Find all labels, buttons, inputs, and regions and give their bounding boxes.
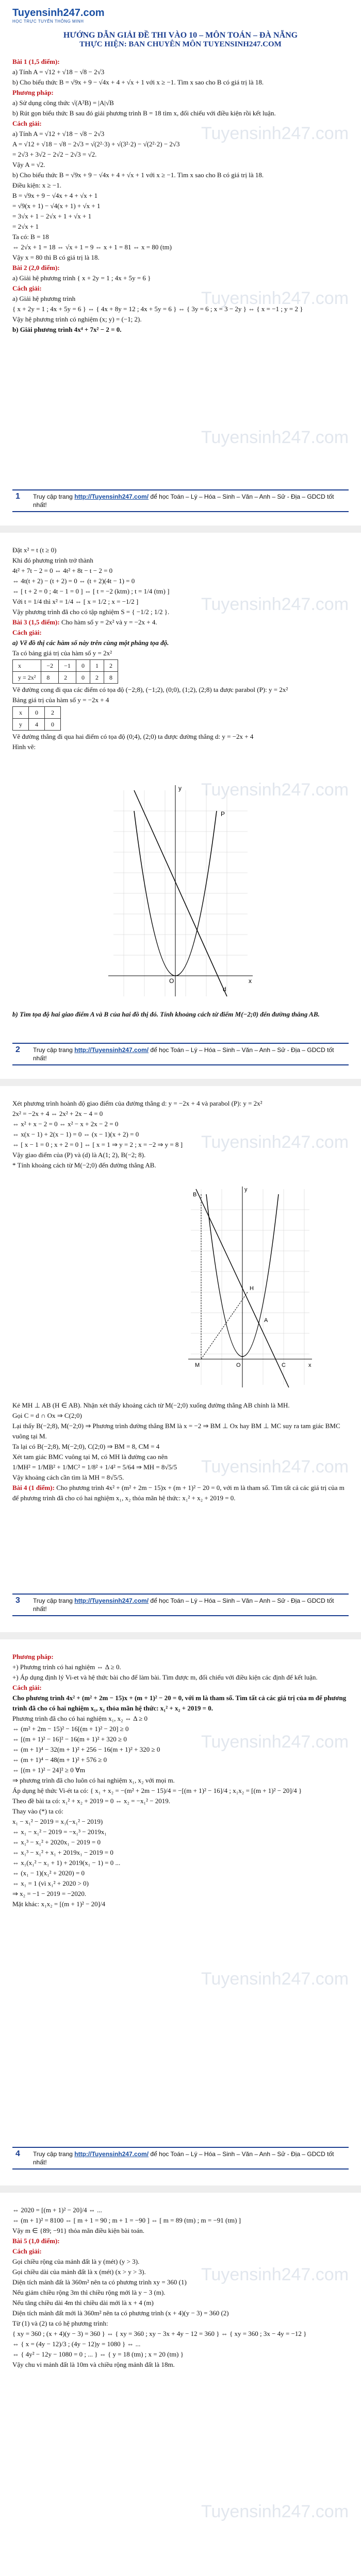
- content-block: [12, 1098, 348, 1171]
- content-block: [12, 545, 348, 752]
- text-line: ⇔ (m² + 2m − 15)² − 16[(m + 1)² − 20] ≥ 0: [12, 1725, 129, 1733]
- footer-text: để học Toán – Lý – Hóa – Sinh – Văn – Anh – Sử - Địa – GDCD tốt nhất!: [33, 2150, 334, 2166]
- page-footer: [12, 1594, 349, 1616]
- text-line: Kẻ MH ⊥ AB (H ∈ AB). Nhận xét thấy khoảng cách từ M(−2;0) xuống đường thẳng AB chính là MH.: [12, 1401, 290, 1409]
- text-line: ⇔ x(x − 1) + 2(x − 1) = 0 ⇔ (x − 1)(x + 2) = 0: [12, 1130, 139, 1138]
- text-line: 1/MH² = 1/MB² + 1/MC² = 1/8² + 1/4² = 5/64 ⇒ MH = 8√5/5: [12, 1463, 177, 1471]
- text-line: ⇔ [(m + 1)² − 24]² ≥ 0 ∀m: [12, 1766, 86, 1774]
- footer-text: Truy cập trang: [33, 493, 75, 500]
- watermark: Tuyensinh247.com: [201, 595, 349, 614]
- label-x: x: [249, 977, 252, 985]
- text-line: Vậy chu vi mảnh đất là 10m và chiều rộng mảnh đất là 18m.: [12, 2361, 175, 2368]
- footer-text: Truy cập trang: [33, 1046, 75, 1054]
- text-line: ⇒ x₂ = −1 − 2019 = −2020.: [12, 1890, 87, 1897]
- graph-parabola-line: [103, 780, 258, 1002]
- text-line: Mặt khác: x₁x₂ = [(m + 1)² − 20]/4: [12, 1900, 106, 1908]
- label-a: A: [264, 1317, 268, 1324]
- text-line: ⇔ x₁ − x₁² − 2019 = −x₁³ − 2019x₁: [12, 1828, 107, 1836]
- label-m: M: [195, 1362, 200, 1368]
- table-cell: 8: [104, 672, 118, 684]
- graph-distance: [186, 1184, 315, 1390]
- page-number: 4: [15, 2149, 20, 2158]
- text-line: { xy = 360 ; (x + 4)(y − 3) = 360 } ⇔ { xy = 360 ; xy − 3x + 4y − 12 = 360 } ⇔ { xy = 360 ; 3x − 4y = −12 }: [12, 2330, 307, 2337]
- text-line: ⇔ x₁³ − x₁² + 2020x₁ − 2019 = 0: [12, 1838, 101, 1846]
- text-line: Áp dụng hệ thức Vi-ét ta có: { x₁ + x₂ = −(m² + 2m − 15)/4 = −[(m + 1)² − 16]/4 ; x₁x₂ = [(m + 1)² − 20]/4 }: [12, 1787, 302, 1794]
- page-2: [0, 533, 361, 1079]
- text-line: a) Sử dụng công thức √(A²B) = |A|√B: [12, 99, 114, 107]
- label-p: P: [221, 810, 225, 818]
- text-line: Diện tích mảnh đất là 360m² nên ta có phương trình xy = 360 (1): [12, 2278, 187, 2286]
- label-d: d: [223, 986, 226, 993]
- text-line: Điều kiện: x ≥ −1.: [12, 181, 61, 189]
- text-line: x₁ − x₁² − 2019 = x₁(−x₁² − 2019): [12, 1818, 103, 1825]
- table-cell: x: [13, 707, 29, 719]
- text-line: a) Tính A = √12 + √18 − √8 − 2√3: [12, 68, 105, 76]
- page-1: [0, 0, 361, 526]
- page-separator: [0, 2185, 361, 2193]
- table-cell: 4: [29, 719, 45, 731]
- text-line: Vậy giao điểm của (P) và (d) là A(1; 2), B(−2; 8).: [12, 1151, 146, 1159]
- text-line: 4t² + 7t − 2 = 0 ⇔ 4t² + 8t − t − 2 = 0: [12, 567, 113, 574]
- section-heading: Cách giải:: [12, 284, 42, 292]
- text-line: Đặt x² = t (t ≥ 0): [12, 546, 57, 554]
- text-line: b) Rút gọn biểu thức B sau đó giải phương trình B = 18 tìm x, đối chiếu với điều kiện rồi kết luận.: [12, 109, 276, 117]
- content-block: [12, 2205, 348, 2370]
- text-line: +) Áp dụng định lý Vi-et và hệ thức bài cho để làm bài. Tìm được m, đối chiếu với điều kiện các định để kết luận.: [12, 1673, 318, 1681]
- text-line: Khi đó phương trình trở thành: [12, 556, 93, 564]
- watermark: Tuyensinh247.com: [201, 124, 349, 143]
- text-line: b) Tìm tọa độ hai giao điểm A và B của hai đồ thị đó. Tính khoảng cách từ điểm M(−2;0) đến đường thẳng AB.: [12, 1010, 320, 1018]
- text-line: Vậy hệ phương trình có nghiệm (x; y) = (−1; 2).: [12, 315, 142, 323]
- content-block: [12, 1652, 348, 1909]
- content-block: [12, 57, 348, 335]
- table-cell: 8: [41, 672, 59, 684]
- brand-tagline: HỌC TRỰC TUYẾN THÔNG MINH: [12, 19, 84, 24]
- table-cell: x: [13, 660, 41, 672]
- text-line: ⇔ x² + x − 2 = 0 ⇔ x² − x + 2x − 2 = 0: [12, 1120, 119, 1128]
- text-line: a) Tính A = √12 + √18 − √8 − 2√3: [12, 130, 105, 138]
- page-footer: [12, 1043, 349, 1065]
- document-title: HƯỚNG DẪN GIẢI ĐỀ THI VÀO 10 – MÔN TOÁN – ĐÀ NẴNG: [63, 31, 298, 40]
- text-line: ⇔ { x = (4y − 12)/3 ; (4y − 12)y = 1080 } ⇔ ...: [12, 2340, 141, 2348]
- text-line: ⇔ (m + 1)⁴ − 48(m + 1)² + 576 ≥ 0: [12, 1756, 107, 1764]
- text-line: ⇔ (m + 1)⁴ − 32(m + 1)² + 256 − 16(m + 1)² + 320 ≥ 0: [12, 1745, 160, 1753]
- text-line: Nếu giảm chiều rộng 3m thì chiều rộng mới là y − 3 (m).: [12, 2289, 166, 2296]
- footer-link[interactable]: http://Tuyensinh247.com/: [74, 1597, 149, 1604]
- page-number: 2: [15, 1045, 20, 1054]
- watermark: Tuyensinh247.com: [201, 1457, 349, 1477]
- watermark: Tuyensinh247.com: [201, 1732, 349, 1752]
- table-cell: 0: [45, 719, 61, 731]
- page-5: [0, 2193, 361, 2576]
- section-heading: Cách giải:: [12, 1684, 42, 1691]
- table-cell: 0: [76, 672, 90, 684]
- brand-name: Tuyensinh247.com: [12, 7, 105, 19]
- text-line: = 3√x + 1 − 2√x + 1 + √x + 1: [12, 212, 92, 220]
- text-line: ⇔ [(m + 1)² − 16]² − 16(m + 1)² + 320 ≥ 0: [12, 1735, 127, 1743]
- text-line: Phương trình đã cho có hai nghiệm x₁, x₂ ⇔ Δ ≥ 0: [12, 1715, 147, 1722]
- text-line: Ta lại có B(−2;8), M(−2;0), C(2;0) ⇒ BM = 8, CM = 4: [12, 1443, 160, 1450]
- text-line: Xét tam giác BMC vuông tại M, có MH là đường cao nên: [12, 1453, 168, 1461]
- section-heading: Cách giải:: [12, 629, 42, 636]
- table-cell: 0: [29, 707, 45, 719]
- text-line: Hình vẽ:: [12, 743, 36, 751]
- text-line: = 2√3 + 3√2 − 2√2 − 2√3 = √2.: [12, 150, 97, 158]
- text-line: Cho phương trình 4x² + (m² + 2m − 15)x + (m + 1)² − 20 = 0, với m là tham số. Tìm tất cả các giá trị của m để phương trình đã cho có hai nghiệm x₁, x₂ thỏa mãn hệ thức: x₁² + x₂ + 2019 = 0.: [12, 1484, 344, 1502]
- document-subtitle: THỰC HIỆN: BAN CHUYÊN MÔN TUYENSINH247.COM: [79, 40, 282, 48]
- text-line: b) Cho biểu thức B = √9x + 9 − √4x + 4 + √x + 1 với x ≥ −1. Tìm x sao cho B có giá trị là 18.: [12, 78, 264, 86]
- text-line: Gọi C = d ∩ Ox ⇒ C(2;0): [12, 1412, 82, 1419]
- text-line: Cho phương trình 4x² + (m² + 2m − 15)x + (m + 1)² − 20 = 0, với m là tham số. Tìm tất cả các giá trị của m để phương trình đã cho có hai nghiệm x₁, x₂ thỏa mãn hệ thức: x₁² + x₂ + 2019 = 0.: [12, 1694, 347, 1712]
- footer-text: Truy cập trang: [33, 2150, 75, 2158]
- text-line: Xét phương trình hoành độ giao điểm của đường thẳng d: y = −2x + 4 và parabol (P): y = 2x²: [12, 1099, 262, 1107]
- text-line: Theo đề bài ta có: x₁² + x₂ + 2019 = 0 ⇔ x₂ = −x₁² − 2019.: [12, 1797, 171, 1805]
- text-line: ⇔ 2√x + 1 = 18 ⇔ √x + 1 = 9 ⇔ x + 1 = 81 ⇔ x = 80 (tm): [12, 243, 172, 251]
- text-line: +) Phương trình có hai nghiệm ⇔ Δ ≥ 0.: [12, 1663, 121, 1671]
- footer-link[interactable]: http://Tuyensinh247.com/: [74, 493, 149, 500]
- table-cell: −1: [59, 660, 76, 672]
- table-cell: 2: [45, 707, 61, 719]
- content-block: [12, 1400, 348, 1503]
- text-line: Với t = 1/4 thì x² = 1/4 ⇔ [ x = 1/2 ; x = −1/2 ]: [12, 598, 139, 605]
- label-y: y: [244, 1187, 248, 1193]
- page-separator: [0, 526, 361, 533]
- label-x: x: [308, 1362, 311, 1368]
- section-heading: Cách giải:: [12, 120, 42, 127]
- value-table-parabola: [12, 659, 118, 684]
- page-footer: [12, 2147, 349, 2170]
- table-cell: −2: [41, 660, 59, 672]
- question-heading: Bài 2 (2,0 điểm):: [12, 264, 60, 272]
- text-line: ⇔ 2020 = [(m + 1)² − 20]/4 ⇔ ...: [12, 2206, 102, 2214]
- watermark: Tuyensinh247.com: [201, 780, 349, 800]
- text-line: B = √9x + 9 − √4x + 4 + √x + 1: [12, 192, 98, 199]
- footer-text: để học Toán – Lý – Hóa – Sinh – Văn – Anh – Sử - Địa – GDCD tốt nhất!: [33, 493, 334, 509]
- text-line: Vậy khoảng cách cần tìm là MH = 8√5/5.: [12, 1473, 124, 1481]
- text-line: a) Giải hệ phương trình: [12, 295, 76, 302]
- question-heading: Bài 1 (1,5 điểm):: [12, 58, 60, 65]
- text-line: = √9(x + 1) − √4(x + 1) + √x + 1: [12, 202, 101, 210]
- text-line: * Tính khoảng cách từ M(−2;0) đến đường thẳng AB.: [12, 1161, 156, 1169]
- text-line: ⇔ x₁(x₁² − x₁ + 1) + 2019(x₁ − 1) = 0 ...: [12, 1859, 121, 1867]
- label-b: B: [193, 1192, 197, 1198]
- text-line: 2x² = −2x + 4 ⇔ 2x² + 2x − 4 = 0: [12, 1110, 103, 1117]
- brand-logo[interactable]: [12, 7, 105, 24]
- footer-link[interactable]: http://Tuyensinh247.com/: [74, 1046, 149, 1054]
- text-line: ⇔ x₁ = 1 (vì x₁² + 2020 > 0): [12, 1879, 89, 1887]
- text-line: ⇔ [ x − 1 = 0 ; x + 2 = 0 ] ⇔ [ x = 1 ⇒ y = 2 ; x = −2 ⇒ y = 8 ]: [12, 1141, 183, 1148]
- text-line: Vậy m ∈ {89; −91} thỏa mãn điều kiện bài toán.: [12, 2227, 145, 2234]
- label-o: O: [236, 1362, 241, 1368]
- table-cell: 0: [76, 660, 90, 672]
- text-line: Gọi chiều rộng của mảnh đất là y (mét) (y > 3).: [12, 2258, 140, 2265]
- footer-text: Truy cập trang: [33, 1597, 75, 1604]
- text-line: Từ (1) và (2) ta có hệ phương trình:: [12, 2319, 108, 2327]
- value-table-line: [12, 706, 61, 731]
- footer-text: để học Toán – Lý – Hóa – Sinh – Văn – Anh – Sử - Địa – GDCD tốt nhất!: [33, 1597, 334, 1613]
- table-cell: y = 2x²: [13, 672, 41, 684]
- text-line: Cho hàm số y = 2x² và y = −2x + 4.: [61, 618, 157, 626]
- text-line: { x + 2y = 1 ; 4x + 5y = 6 } ⇔ { 4x + 8y = 12 ; 4x + 5y = 6 } ⇔ { 3y = 6 ; x = 3 − 2y } ⇔ { x = −1 ; y = 2 }: [12, 305, 303, 313]
- table-cell: 2: [90, 672, 104, 684]
- text-line: = 2√x + 1: [12, 223, 39, 230]
- table-cell: 2: [59, 672, 76, 684]
- watermark: Tuyensinh247.com: [201, 289, 349, 308]
- text-line: b) Giải phương trình 4x⁴ + 7x² − 2 = 0.: [12, 326, 122, 333]
- text-line: Nếu tăng chiều dài 4m thì chiều dài mới là x + 4 (m): [12, 2299, 154, 2307]
- table-cell: 1: [90, 660, 104, 672]
- section-heading: Phương pháp:: [12, 89, 54, 96]
- page-footer: [12, 489, 349, 512]
- page-4: [0, 1639, 361, 2185]
- text-line: Ta có: B = 18: [12, 233, 49, 241]
- watermark: Tuyensinh247.com: [201, 1969, 349, 1989]
- footer-link[interactable]: http://Tuyensinh247.com/: [74, 2150, 149, 2158]
- watermark: Tuyensinh247.com: [201, 2265, 349, 2284]
- text-line: b) Cho biểu thức B = √9x + 9 − √4x + 4 + √x + 1 với x ≥ −1. Tìm x sao cho B có giá trị là 18.: [12, 171, 264, 179]
- text-line: ⇔ (m + 1)² = 8100 ⇔ [ m + 1 = 90 ; m + 1 = −90 ] ⇔ [ m = 89 (tm) ; m = −91 (tm) ]: [12, 2216, 241, 2224]
- table-cell: y: [13, 719, 29, 731]
- section-heading: Phương pháp:: [12, 1653, 54, 1660]
- text-line: Lại thấy B(−2;8), M(−2;0) ⇒ Phương trình đường thẳng BM là x = −2 ⇒ BM ⊥ Ox hay BM ⊥ MC suy ra tam giác BMC vuông tại M.: [12, 1422, 340, 1440]
- text-line: Vẽ đường thẳng đi qua hai điểm có tọa độ (0;4), (2;0) ta được đường thẳng d: y = −2x + 4: [12, 733, 254, 740]
- question-heading: Bài 4 (1 điểm):: [12, 1484, 55, 1492]
- label-y: y: [178, 785, 182, 792]
- segment-mh: [201, 1292, 248, 1359]
- table-cell: 2: [104, 660, 118, 672]
- text-line: ⇒ phương trình đã cho luôn có hai nghiệm x₁, x₂ với mọi m.: [12, 1776, 175, 1784]
- page-number: 3: [15, 1596, 20, 1605]
- text-line: a) Vẽ đồ thị các hàm số này trên cùng một phẳng tọa độ.: [12, 639, 169, 647]
- text-line: a) Giải hệ phương trình { x + 2y = 1 ; 4x + 5y = 6 }: [12, 274, 151, 282]
- page-number: 1: [15, 492, 20, 501]
- text-line: Bảng giá trị của hàm số y = −2x + 4: [12, 696, 109, 704]
- footer-text: để học Toán – Lý – Hóa – Sinh – Văn – Anh – Sử - Địa – GDCD tốt nhất!: [33, 1046, 334, 1062]
- page-separator: [0, 1632, 361, 1639]
- section-heading: Cách giải:: [12, 2247, 42, 2255]
- page-separator: [0, 1079, 361, 1086]
- text-line: ⇔ [ t + 2 = 0 ; 4t − 1 = 0 ] ⇔ [ t = −2 (ktm) ; t = 1/4 (tm) ]: [12, 587, 170, 595]
- watermark: Tuyensinh247.com: [201, 2502, 349, 2521]
- text-line: Vẽ đường cong đi qua các điểm có tọa độ (−2;8), (−1;2), (0;0), (1;2), (2;8) ta được parabol (P): y = 2x²: [12, 686, 288, 693]
- watermark: Tuyensinh247.com: [201, 1132, 349, 1152]
- page-3: [0, 1086, 361, 1632]
- label-c: C: [282, 1362, 286, 1368]
- text-line: Thay vào (*) ta có:: [12, 1807, 63, 1815]
- text-line: ⇔ (x₁ − 1)(x₁² + 2020) = 0: [12, 1869, 85, 1877]
- label-o: O: [169, 977, 174, 985]
- text-line: Vậy x = 80 thì B có giá trị là 18.: [12, 253, 100, 261]
- text-line: A = √12 + √18 − √8 − 2√3 = √(2²·3) + √(3²·2) − √(2²·2) − 2√3: [12, 140, 180, 148]
- text-line: ⇔ x₁³ − x₁² + x₁ + 2019x₁ − 2019 = 0: [12, 1849, 113, 1856]
- text-line: Gọi chiều dài của mảnh đất là x (mét) (x > y > 3).: [12, 2268, 146, 2276]
- text-line: Vậy A = √2.: [12, 161, 45, 168]
- text-line: Diện tích mảnh đất mới là 360m² nên ta có phương trình (x + 4)(y − 3) = 360 (2): [12, 2309, 229, 2317]
- text-line: Ta có bảng giá trị của hàm số y = 2x²: [12, 649, 112, 657]
- question-heading: Bài 5 (1,0 điểm):: [12, 2237, 60, 2245]
- text-line: Vậy phương trình đã cho có tập nghiệm S = { −1/2 ; 1/2 }.: [12, 608, 170, 616]
- text-line: ⇔ { 4y² − 12y − 1080 = 0 ; ... } ⇔ { y = 18 (tm) ; x = 20 (tm) }: [12, 2350, 184, 2358]
- label-h: H: [250, 1285, 254, 1292]
- question-heading: Bài 3 (1,5 điểm):: [12, 618, 60, 626]
- text-line: ⇔ 4t(t + 2) − (t + 2) = 0 ⇔ (t + 2)(4t − 1) = 0: [12, 577, 135, 585]
- watermark: Tuyensinh247.com: [201, 428, 349, 447]
